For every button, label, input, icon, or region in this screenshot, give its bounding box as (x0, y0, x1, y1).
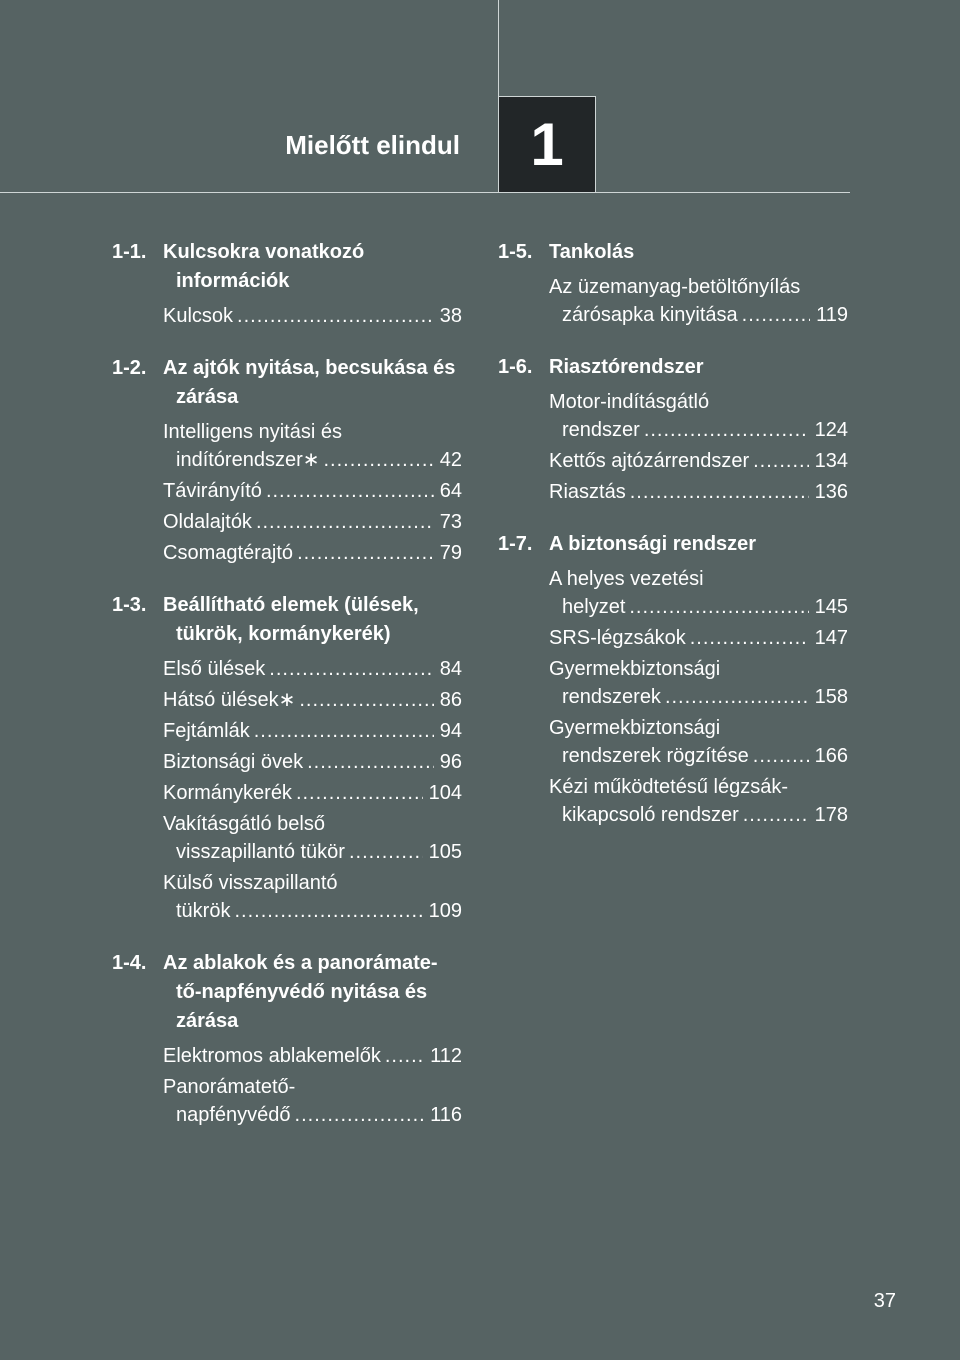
toc-entry-link[interactable] (112, 477, 462, 505)
toc-entry-link[interactable] (112, 655, 462, 683)
toc-section (498, 530, 848, 829)
toc-entry-text: tükrök (176, 900, 231, 922)
section-number: 1-2. (112, 357, 147, 379)
toc-entry-row (163, 539, 462, 567)
toc-entry-row (549, 683, 848, 711)
dot-leader (753, 447, 809, 475)
section-number: 1-1. (112, 241, 147, 263)
section-heading (112, 354, 462, 412)
toc-page-number: 158 (814, 686, 848, 708)
dot-leader (665, 683, 809, 711)
toc-entry-row (549, 801, 848, 829)
toc-entry-text: Kézi működtetésű légzsák- (549, 776, 789, 798)
toc-entry-text: Intelligens nyitási és (163, 421, 342, 443)
toc-entry-text: helyzet (562, 596, 626, 618)
toc-entry-row (163, 1101, 462, 1129)
section-number: 1-3. (112, 594, 147, 616)
dot-leader (234, 897, 422, 925)
toc-entry-text: indítórendszer∗ (176, 449, 320, 471)
toc-right-column (498, 238, 848, 853)
toc-entry-text: Távirányító (163, 480, 262, 502)
toc-entry-text: Kettős ajtózárrendszer (549, 450, 750, 472)
toc-entry-text: Gyermekbiztonsági (549, 658, 721, 680)
toc-left-column (112, 238, 462, 1153)
dot-leader (630, 478, 809, 506)
toc-entry-text: A helyes vezetési (549, 568, 704, 590)
toc-section (498, 353, 848, 506)
toc-entry-text: Kormánykerék (163, 782, 292, 804)
section-heading (498, 530, 848, 559)
toc-section (498, 238, 848, 329)
toc-section (112, 949, 462, 1129)
toc-entry-text: rendszerek (562, 686, 661, 708)
toc-entry-link[interactable] (112, 302, 462, 330)
section-number: 1-6. (498, 356, 533, 378)
toc-entry-text: Panorámatető- (163, 1076, 296, 1098)
toc-page-number: 38 (439, 305, 462, 327)
chapter-number-tab: 1 (498, 96, 596, 192)
toc-entry-text: rendszer (562, 419, 640, 441)
toc-page-number: 42 (439, 449, 462, 471)
toc-entry-link[interactable] (112, 717, 462, 745)
toc-entry-text: SRS-légzsákok (549, 627, 686, 649)
toc-entry-link[interactable] (112, 418, 462, 474)
toc-entry-link[interactable] (498, 273, 848, 329)
section-title: Riasztórendszer (549, 356, 704, 378)
toc-entry-text: visszapillantó tükör (176, 841, 345, 863)
toc-page-number: 178 (814, 804, 848, 826)
dot-leader (256, 508, 434, 536)
toc-entry-row (549, 301, 848, 329)
toc-entry-text: Riasztás (549, 481, 626, 503)
toc-entry-text: Biztonsági övek (163, 751, 304, 773)
toc-page-number: 145 (814, 596, 848, 618)
toc-page-number: 105 (428, 841, 462, 863)
toc-entry-link[interactable] (112, 1042, 462, 1070)
toc-page-number: 136 (814, 481, 848, 503)
toc-entry-text: zárósapka kinyitása (562, 304, 738, 326)
section-heading (112, 238, 462, 296)
dot-leader (296, 779, 423, 807)
toc-page-number: 73 (439, 511, 462, 533)
toc-page-number: 84 (439, 658, 462, 680)
toc-entry-row (163, 838, 462, 866)
toc-entry-link[interactable] (498, 565, 848, 621)
toc-entry-text: Az üzemanyag-betöltőnyílás (549, 276, 801, 298)
header-vertical-rule (498, 0, 499, 96)
dot-leader (629, 593, 808, 621)
toc-page-number: 109 (428, 900, 462, 922)
section-title: Kulcsokra vonatkozó információk (163, 241, 365, 292)
section-heading (498, 353, 848, 382)
toc-entry-text: Oldalajtók (163, 511, 252, 533)
toc-page-number: 124 (814, 419, 848, 441)
toc-section (112, 238, 462, 330)
toc-entry-text: Külső visszapillantó (163, 872, 338, 894)
section-heading (498, 238, 848, 267)
toc-entry-link[interactable] (498, 624, 848, 652)
dot-leader (324, 446, 434, 474)
section-number: 1-7. (498, 533, 533, 555)
toc-entry-row (549, 593, 848, 621)
header-horizontal-rule (0, 192, 850, 193)
dot-leader (743, 801, 809, 829)
dot-leader (385, 1042, 424, 1070)
toc-page-number: 96 (439, 751, 462, 773)
toc-entry-link[interactable] (498, 655, 848, 711)
chapter-title: Mielőtt elindul (285, 130, 460, 160)
toc-entry-row (163, 655, 462, 683)
toc-entry-link[interactable] (112, 1073, 462, 1129)
section-title: A biztonsági rendszer (549, 533, 757, 555)
dot-leader (266, 477, 434, 505)
toc-entry-row (163, 748, 462, 776)
toc-page-number: 134 (814, 450, 848, 472)
toc-entry-row (549, 416, 848, 444)
toc-entry-text: Első ülések (163, 658, 266, 680)
toc-entry-link[interactable] (498, 714, 848, 770)
toc-entry-row (163, 477, 462, 505)
dot-leader (295, 1101, 425, 1129)
toc-entry-link[interactable] (498, 388, 848, 444)
toc-page-number: 119 (816, 304, 848, 326)
toc-entry-row (163, 1042, 462, 1070)
dot-leader (690, 624, 809, 652)
toc-entry-text: Kulcsok (163, 305, 234, 327)
toc-entry-row (549, 478, 848, 506)
toc-entry-link[interactable] (112, 748, 462, 776)
dot-leader (299, 686, 433, 714)
toc-entry-link[interactable] (112, 539, 462, 567)
toc-page-number: 86 (439, 689, 462, 711)
toc-entry-row (549, 624, 848, 652)
toc-entry-text: kikapcsoló rendszer (562, 804, 739, 826)
section-number: 1-5. (498, 241, 533, 263)
toc-section (112, 354, 462, 567)
toc-entry-text: Elektromos ablakemelők (163, 1045, 381, 1067)
toc-entry-row (163, 779, 462, 807)
dot-leader (269, 655, 433, 683)
page-number: 37 (873, 1290, 896, 1312)
toc-entry-link[interactable] (112, 686, 462, 714)
toc-entry-text: Fejtámlák (163, 720, 250, 742)
toc-entry-text: Motor-indításgátló (549, 391, 710, 413)
dot-leader (742, 301, 810, 329)
toc-entry-link[interactable] (112, 810, 462, 866)
section-heading (112, 591, 462, 649)
toc-entry-text: rendszerek rögzítése (562, 745, 749, 767)
section-title: Beállítható elemek (ülések, tükrök, kormánykerék) (163, 594, 419, 645)
toc-page-number: 79 (439, 542, 462, 564)
toc-entry-link[interactable] (498, 447, 848, 475)
section-number: 1-4. (112, 952, 147, 974)
toc-entry-text: Hátsó ülések∗ (163, 689, 296, 711)
toc-entry-row (163, 717, 462, 745)
toc-page-number: 147 (814, 627, 848, 649)
toc-entry-text: napfényvédő (176, 1104, 291, 1126)
toc-page-number: 94 (439, 720, 462, 742)
toc-entry-link[interactable] (112, 508, 462, 536)
toc-entry-row (163, 508, 462, 536)
toc-page-number: 116 (430, 1104, 462, 1126)
toc-entry-link[interactable] (112, 779, 462, 807)
toc-page-number: 64 (439, 480, 462, 502)
toc-entry-row (163, 897, 462, 925)
dot-leader (254, 717, 434, 745)
toc-entry-text: Gyermekbiztonsági (549, 717, 721, 739)
toc-entry-row (163, 686, 462, 714)
section-heading (112, 949, 462, 1036)
dot-leader (307, 748, 434, 776)
toc-entry-row (549, 447, 848, 475)
toc-entry-link[interactable] (112, 869, 462, 925)
toc-entry-row (549, 742, 848, 770)
toc-entry-text: Vakításgátló belső (163, 813, 325, 835)
dot-leader (753, 742, 809, 770)
toc-section (112, 591, 462, 925)
section-title: Tankolás (549, 241, 635, 263)
section-title: Az ajtók nyitása, becsukása és zárása (163, 357, 456, 408)
dot-leader (644, 416, 809, 444)
toc-entry-link[interactable] (498, 478, 848, 506)
section-title: Az ablakok és a panorámate-tő-napfényvédő nyitása és zárása (163, 952, 438, 1032)
toc-page-number: 166 (814, 745, 848, 767)
toc-entry-link[interactable] (498, 773, 848, 829)
toc-entry-row (163, 446, 462, 474)
toc-page-number: 112 (430, 1045, 462, 1067)
dot-leader (297, 539, 434, 567)
toc-entry-row (163, 302, 462, 330)
dot-leader (349, 838, 423, 866)
toc-page-number: 104 (428, 782, 462, 804)
toc-entry-text: Csomagtérajtó (163, 542, 294, 564)
dot-leader (237, 302, 434, 330)
